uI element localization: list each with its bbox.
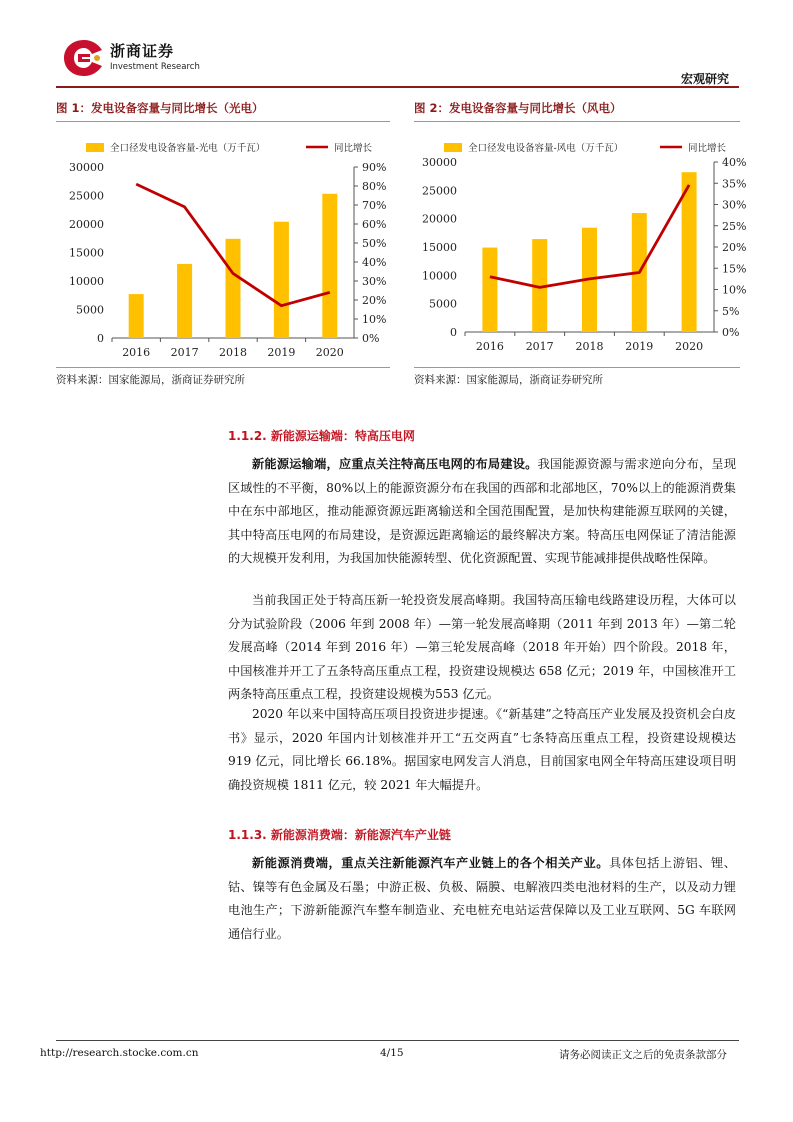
- y-right-tick-label: 40%: [362, 256, 387, 269]
- x-tick-label: 2016: [122, 346, 151, 359]
- legend-bar-label: 全口径发电设备容量-光电（万千瓦）: [110, 143, 266, 154]
- legend-bar-label: 全口径发电设备容量-风电（万千瓦）: [468, 143, 624, 154]
- paragraph: [228, 589, 736, 707]
- y-right-tick-label: 5%: [722, 304, 740, 318]
- y-right-tick-label: 10%: [722, 283, 747, 297]
- legend-bar-swatch: [86, 143, 104, 152]
- bar: [226, 239, 241, 338]
- bar: [129, 294, 144, 338]
- x-tick-label: 2017: [525, 340, 554, 353]
- y-left-tick-label: 25000: [422, 184, 457, 198]
- disclaimer-note: 请务必阅读正文之后的免责条款部分: [559, 1049, 727, 1061]
- y-left-tick-label: 30000: [422, 156, 457, 169]
- figure-1-source: 资料来源：国家能源局，浙商证券研究所: [56, 374, 245, 386]
- figure-2-chart: [414, 124, 747, 360]
- y-right-tick-label: 60%: [362, 218, 387, 231]
- paragraph: [228, 453, 736, 571]
- section-heading: 1.1.2. 新能源运输端：特高压电网: [228, 429, 415, 443]
- y-right-tick-label: 0%: [722, 326, 740, 339]
- bar: [177, 264, 192, 338]
- x-tick-label: 2020: [315, 346, 344, 359]
- figure-2-title-rule: [414, 121, 740, 122]
- footer-divider: [56, 1040, 739, 1041]
- paragraph-text: 2020 年以来中国特高压项目投资进步提速。《“新基建”之特高压产业发展及投资机会白皮书》显示，2020 年国内计划核准并开工“五交两直”七条特高压重点工程，投资建设规模达 919 亿元，同比增长 66.18%。据国家电网发言人消息，目前国家电网全年特高压建设项目明确投资规模 1811 亿元，较 2021 年大幅提升。: [228, 707, 736, 792]
- figure-1-title: 图 1：发电设备容量与同比增长（光电）: [56, 101, 264, 115]
- x-tick-label: 2019: [625, 340, 654, 353]
- y-left-tick-label: 15000: [69, 246, 104, 260]
- y-right-tick-label: 20%: [722, 241, 747, 254]
- y-left-tick-label: 10000: [422, 269, 457, 283]
- x-tick-label: 2016: [475, 340, 504, 353]
- x-tick-label: 2019: [267, 346, 296, 359]
- figure-1-chart: [56, 124, 390, 360]
- y-right-tick-label: 30%: [722, 198, 747, 212]
- y-right-tick-label: 30%: [362, 275, 387, 288]
- figure-2-svg: [414, 124, 747, 360]
- paragraph: [228, 852, 736, 946]
- page-number: 4/15: [380, 1047, 404, 1059]
- paragraph-text: 我国能源资源与需求逆向分布，呈现区域性的不平衡，80%以上的能源资源分布在我国的西部和北部地区，70%以上的能源消费集中在东中部地区，推动能源资源远距离输送和全国范围配置，是加快构建能源互联网的关键，其中特高压电网的布局建设，是资源远距离输运的最终解决方案。特高压电网保证了清洁能源的大规模开发利用，为我国加快能源转型、优化资源配置、实现节能减排提供战略性保障。: [228, 457, 737, 565]
- figure-2-bottom-rule: [414, 367, 740, 368]
- y-right-tick-label: 50%: [362, 237, 387, 250]
- legend-bar-swatch: [444, 143, 462, 152]
- y-left-tick-label: 20000: [422, 212, 457, 226]
- y-right-tick-label: 10%: [362, 313, 387, 326]
- y-right-tick-label: 0%: [362, 332, 380, 345]
- footer-link[interactable]: http://research.stocke.com.cn: [40, 1047, 199, 1059]
- y-left-tick-label: 5000: [76, 303, 104, 317]
- figure-1-svg: [56, 124, 390, 360]
- x-tick-label: 2018: [219, 346, 247, 359]
- bar: [482, 248, 497, 332]
- bar: [322, 194, 337, 338]
- figure-1-title-rule: [56, 121, 390, 122]
- paragraph-text: 具体包括上游铝、锂、钴、镍等有色金属及石墨；中游正极、负极、隔膜、电解液四类电池材料的生产，以及动力锂电池生产；下游新能源汽车整车制造业、充电桩充电站运营保障以及工业互联网、5G 车联网通信行业。: [228, 856, 736, 941]
- paragraph-lead: 新能源消费端，重点关注新能源汽车产业链上的各个相关产业。: [252, 856, 610, 870]
- y-left-tick-label: 25000: [69, 189, 104, 203]
- y-right-tick-label: 20%: [362, 294, 387, 307]
- y-left-tick-label: 5000: [429, 297, 457, 311]
- paragraph-lead: 新能源运输端，应重点关注特高压电网的布局建设。: [252, 457, 538, 471]
- x-tick-label: 2020: [675, 340, 704, 353]
- header-divider: [56, 86, 739, 88]
- y-right-tick-label: 15%: [722, 262, 747, 276]
- y-left-tick-label: 0: [97, 332, 104, 345]
- legend-line-label: 同比增长: [688, 143, 727, 154]
- x-tick-label: 2018: [575, 340, 604, 353]
- y-left-tick-label: 0: [450, 326, 457, 339]
- paragraph-text: 当前我国正处于特高压新一轮投资发展高峰期。我国特高压输电线路建设历程，大体可以分为试验阶段（2006 年到 2008 年）—第一轮发展高峰期（2011 年到 2013 年）—第二轮发展高峰（2014 年到 2016 年）—第三轮发展高峰（2018 年开始）四个阶段。2018 年，中国核准并开工了五条特高压重点工程，投资建设规模达 658 亿元；2019 年，中国核准开工两条特高压重点工程，投资建设规模为553 亿元。: [228, 593, 736, 701]
- brand-name: 浙商证券: [110, 42, 175, 60]
- y-right-tick-label: 80%: [362, 180, 387, 193]
- legend-line-label: 同比增长: [334, 143, 373, 154]
- y-left-tick-label: 10000: [69, 275, 104, 288]
- bar: [274, 222, 289, 338]
- figure-2-title: 图 2：发电设备容量与同比增长（风电）: [414, 101, 622, 115]
- y-left-tick-label: 30000: [69, 161, 104, 174]
- x-tick-label: 2017: [170, 346, 199, 359]
- logo-icon: [62, 38, 106, 78]
- report-type-label: 宏观研究: [680, 72, 729, 86]
- y-right-tick-label: 90%: [362, 161, 387, 174]
- brand-tagline: Investment Research: [110, 62, 200, 72]
- y-right-tick-label: 25%: [722, 219, 747, 233]
- y-right-tick-label: 35%: [722, 177, 747, 191]
- y-left-tick-label: 15000: [422, 241, 457, 254]
- figure-1-bottom-rule: [56, 367, 390, 368]
- y-left-tick-label: 20000: [69, 218, 104, 231]
- figure-2-source: 资料来源：国家能源局，浙商证券研究所: [414, 374, 603, 386]
- y-right-tick-label: 40%: [722, 156, 747, 169]
- y-right-tick-label: 70%: [362, 199, 387, 212]
- paragraph: [228, 703, 736, 797]
- section-heading: 1.1.3. 新能源消费端：新能源汽车产业链: [228, 828, 451, 842]
